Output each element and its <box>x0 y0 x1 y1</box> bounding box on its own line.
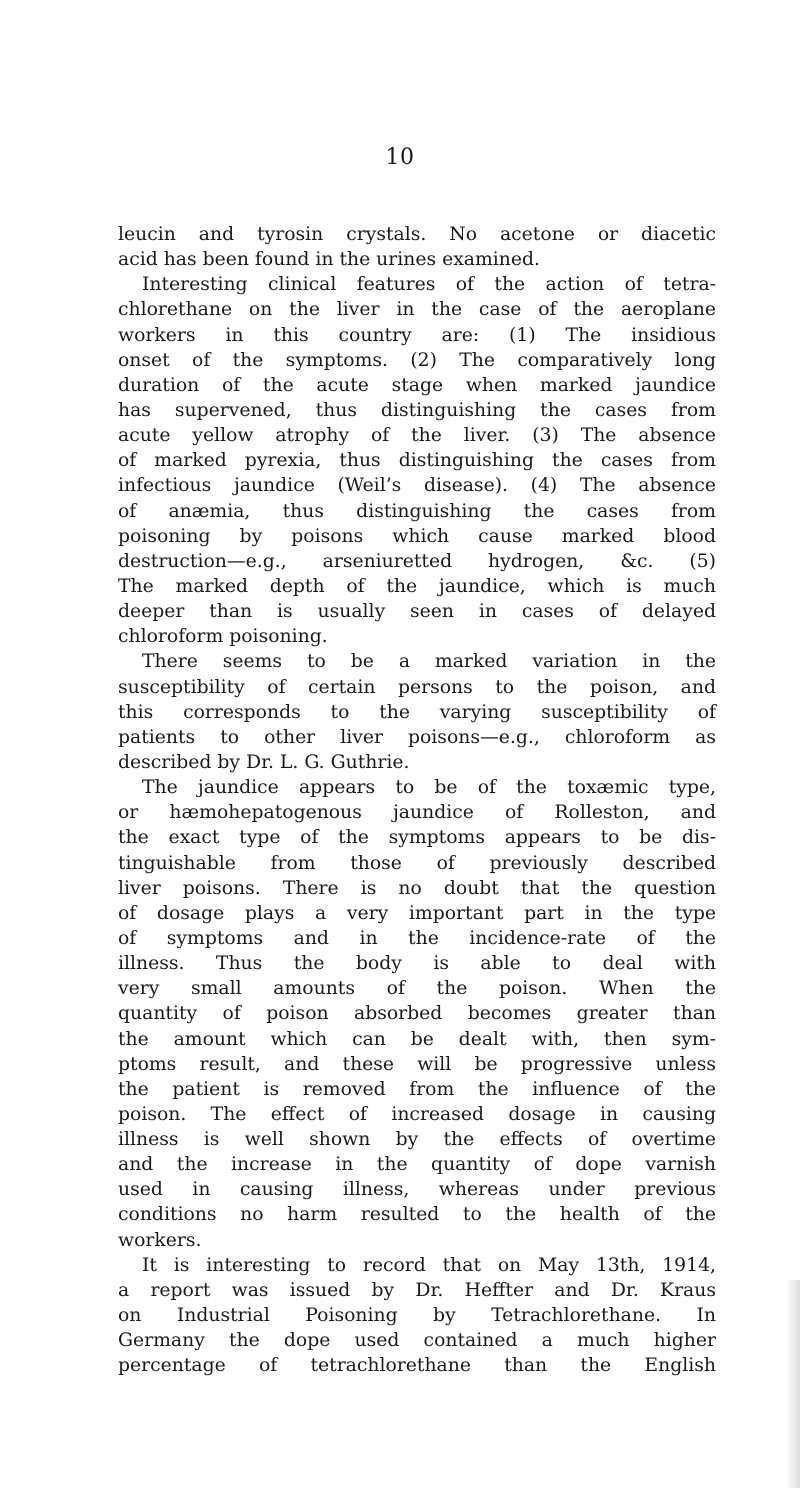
text-line: the exact type of the symptoms appears to be dis- <box>118 827 716 849</box>
page-number: 10 <box>385 145 415 170</box>
text-line: used in causing illness, whereas under previous <box>118 1179 716 1201</box>
text-line: percentage of tetrachlorethane than the English <box>118 1355 716 1377</box>
text-line: of anæmia, thus distinguishing the cases from <box>118 500 716 522</box>
text-line: described by Dr. L. G. Guthrie. <box>118 751 410 773</box>
text-line: susceptibility of certain persons to the poison, and <box>118 676 716 698</box>
text-line: conditions no harm resulted to the health of the <box>118 1204 716 1226</box>
text-line: quantity of poison absorbed becomes greater than <box>118 1003 716 1025</box>
text-line: Interesting clinical features of the action of tetra- <box>142 274 716 296</box>
text-line: illness. Thus the body is able to deal with <box>118 953 716 975</box>
text-line: onset of the symptoms. (2) The comparatively long <box>118 349 716 371</box>
text-line: of marked pyrexia, thus distinguishing the cases from <box>118 450 716 472</box>
text-line: a report was issued by Dr. Heffter and Dr. Kraus <box>118 1279 716 1301</box>
text-line: or hæmohepatogenous jaundice of Rolleston, and <box>118 802 716 824</box>
text-line: The jaundice appears to be of the toxæmic type, <box>142 777 716 799</box>
text-line: The marked depth of the jaundice, which is much <box>118 575 716 597</box>
text-line: the patient is removed from the influence of the <box>118 1078 716 1100</box>
page-edge-shadow <box>786 1280 800 1488</box>
text-line: There seems to be a marked variation in the <box>142 651 716 673</box>
text-line: ptoms result, and these will be progressive unless <box>118 1053 716 1075</box>
text-line: very small amounts of the poison. When the <box>118 978 716 1000</box>
body-text <box>118 222 716 1378</box>
text-line: It is interesting to record that on May 13th, 1914, <box>142 1254 716 1276</box>
text-line: poisoning by poisons which cause marked blood <box>118 525 716 547</box>
text-line: acid has been found in the urines examined. <box>118 249 541 271</box>
text-line: has supervened, thus distinguishing the cases from <box>118 399 716 421</box>
text-line: patients to other liver poisons—e.g., chloroform as <box>118 726 716 748</box>
text-line: Germany the dope used contained a much higher <box>118 1330 716 1352</box>
text-line: illness is well shown by the effects of overtime <box>118 1129 716 1151</box>
text-line: deeper than is usually seen in cases of delayed <box>118 601 716 623</box>
text-line: and the increase in the quantity of dope varnish <box>118 1154 716 1176</box>
text-line: infectious jaundice (Weil’s disease). (4) The absence <box>118 475 716 497</box>
text-line: chlorethane on the liver in the case of the aeroplane <box>118 299 716 321</box>
text-line: chloroform poisoning. <box>118 626 328 648</box>
text-line: this corresponds to the varying susceptibility of <box>118 701 716 723</box>
text-line: the amount which can be dealt with, then sym- <box>118 1028 716 1050</box>
text-line: duration of the acute stage when marked jaundice <box>118 374 716 396</box>
text-line: liver poisons. There is no doubt that the question <box>118 877 716 899</box>
text-line: on Industrial Poisoning by Tetrachlorethane. In <box>118 1305 716 1327</box>
text-line: destruction—e.g., arseniuretted hydrogen, &c. (5) <box>118 550 716 572</box>
text-line: acute yellow atrophy of the liver. (3) The absence <box>118 425 716 447</box>
text-line: poison. The effect of increased dosage in causing <box>118 1103 716 1125</box>
text-line: of dosage plays a very important part in the type <box>118 902 716 924</box>
text-line: of symptoms and in the incidence-rate of the <box>118 927 716 949</box>
text-line: workers. <box>118 1229 202 1251</box>
text-line: leucin and tyrosin crystals. No acetone or diacetic <box>118 224 716 245</box>
text-line: tinguishable from those of previously described <box>118 852 716 874</box>
text-line: workers in this country are: (1) The insidious <box>118 324 716 346</box>
